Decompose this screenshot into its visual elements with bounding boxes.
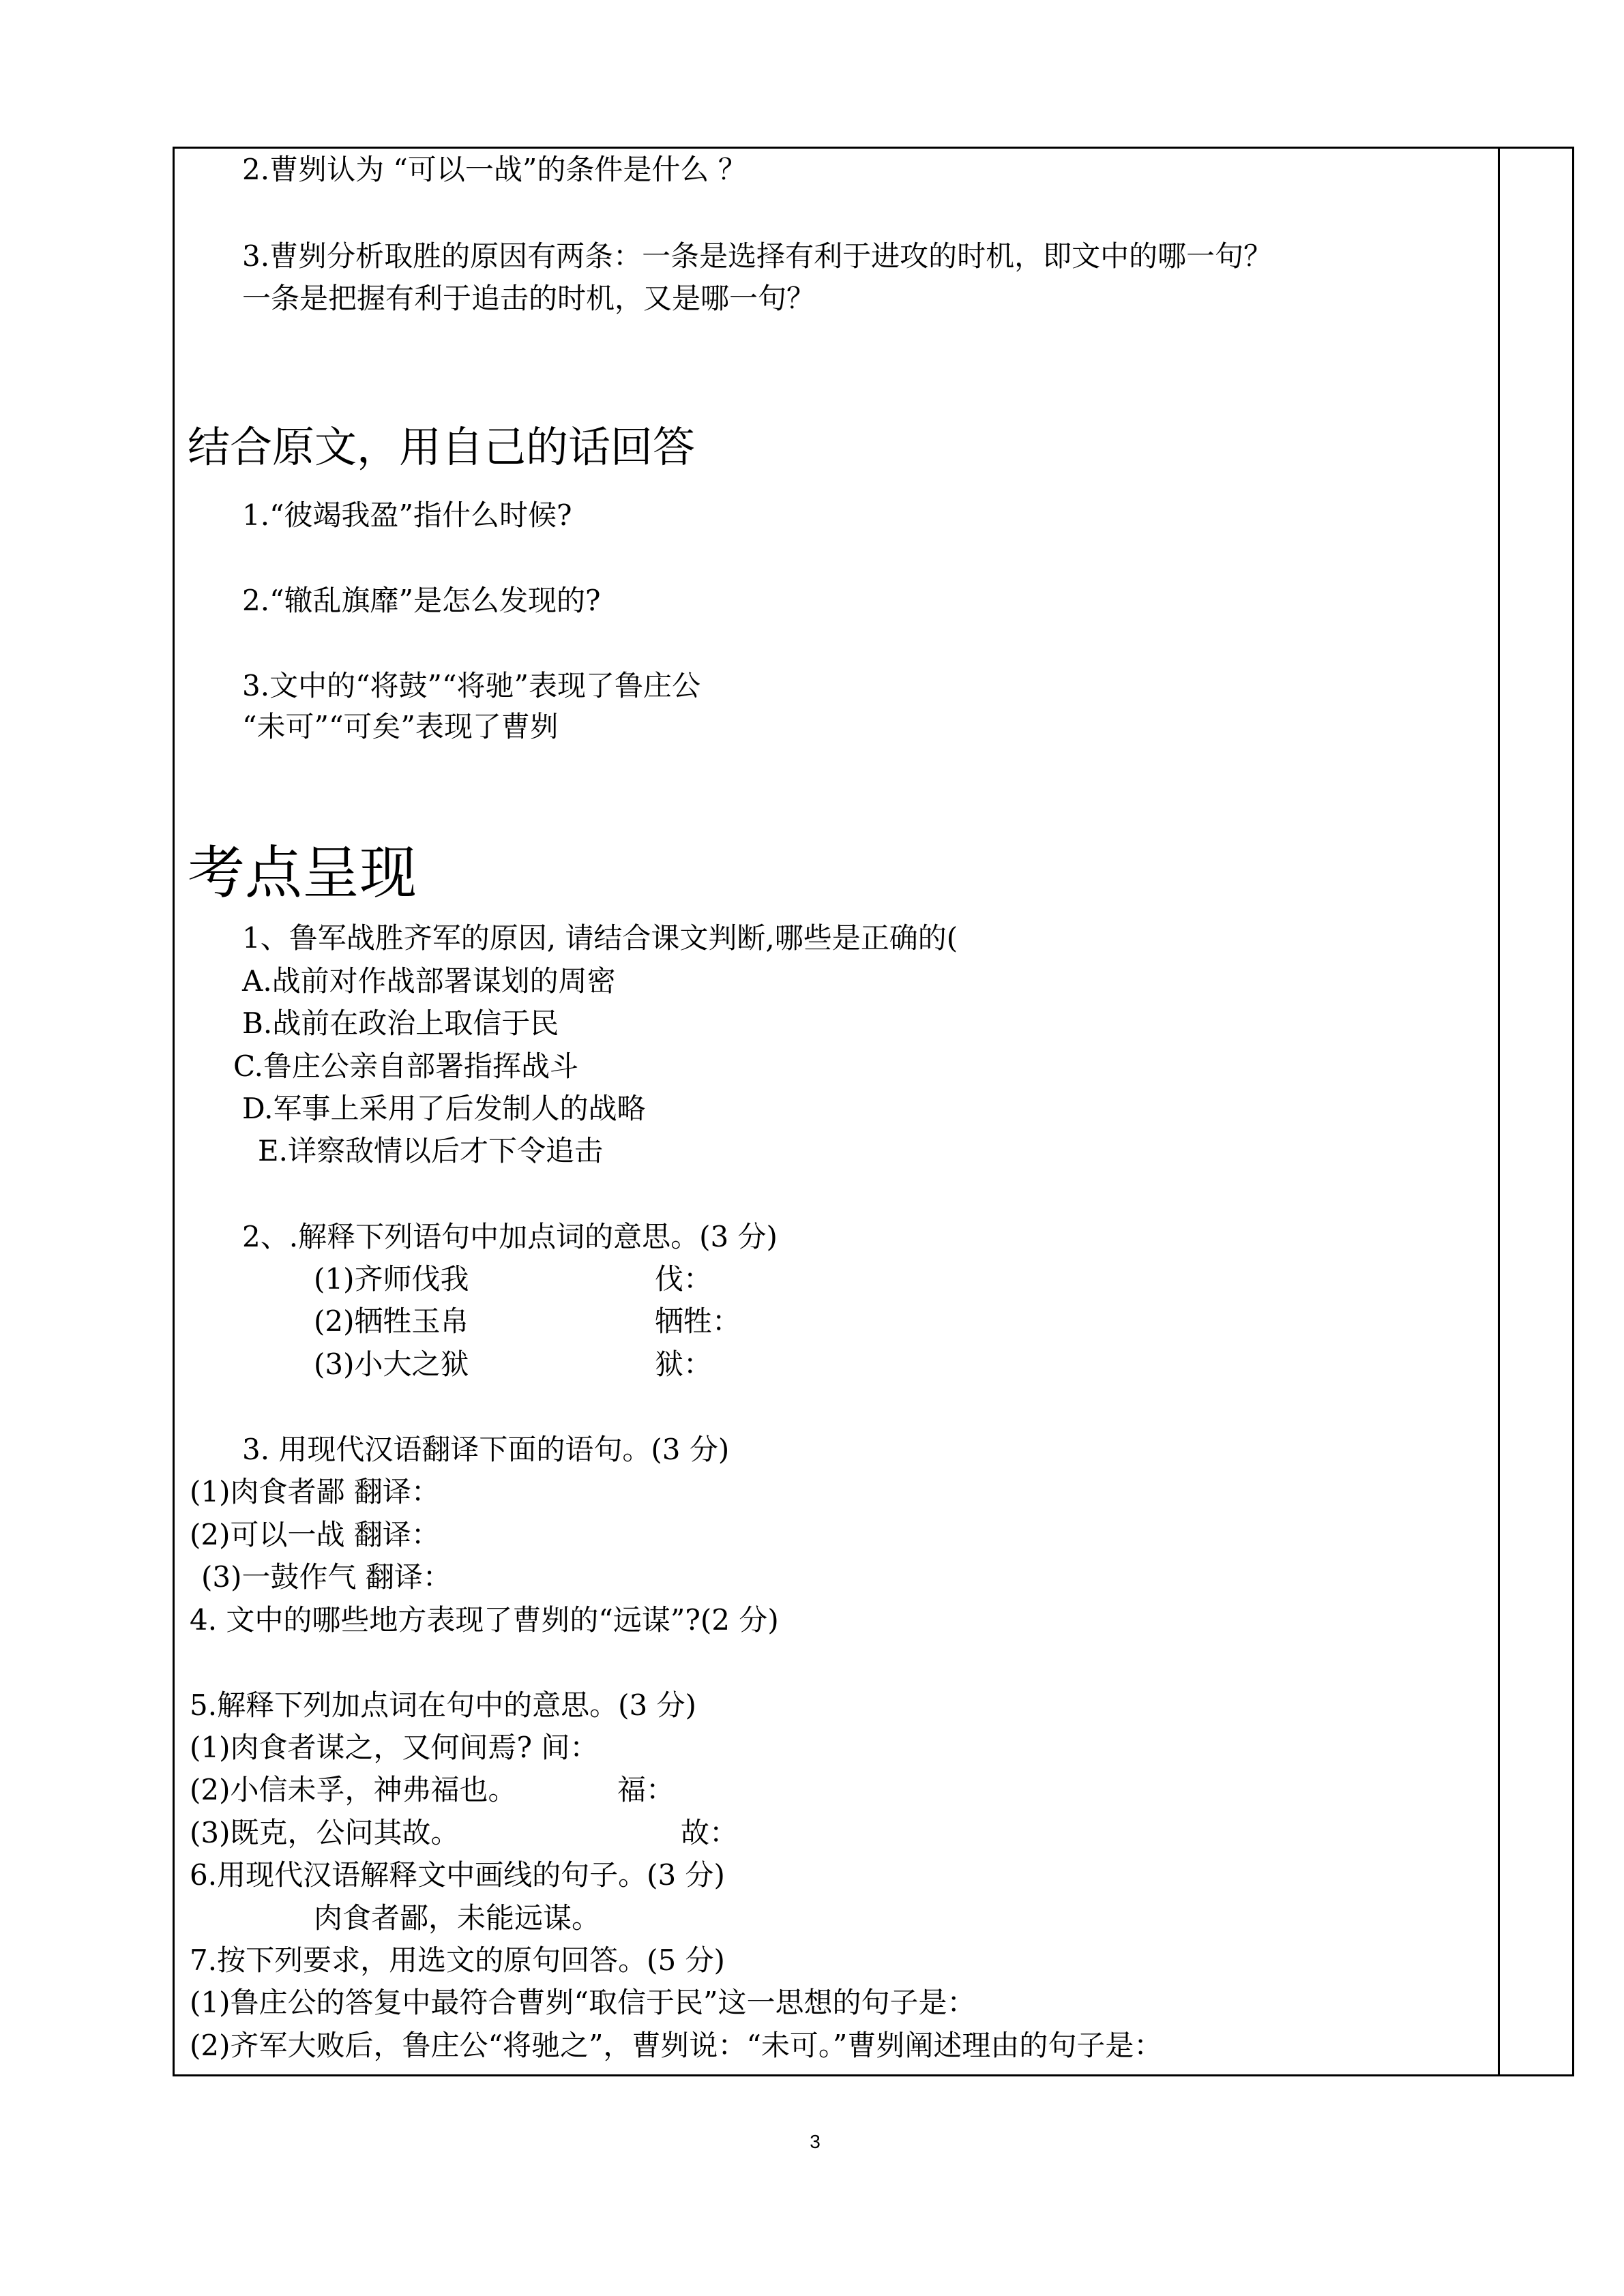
q5-item-1: (1)肉食者谋之，又何间焉? 间： [190, 1731, 599, 1764]
option-d: D.军事上采用了后发制人的战略 [242, 1092, 646, 1125]
exam-question-6: 6.用现代汉语解释文中画线的句子。(3 分) [190, 1858, 725, 1892]
exam-question-5: 5.解释下列加点词在句中的意思。(3 分) [190, 1688, 696, 1722]
question-3-line-2: 一条是把握有利于追击的时机，又是哪一句？ [242, 282, 816, 315]
q2-item-2-sentence: (2)牺牲玉帛 [314, 1304, 469, 1338]
exam-question-7: 7.按下列要求，用选文的原句回答。(5 分) [190, 1943, 725, 1977]
option-c: C.鲁庄公亲自部署指挥战斗 [233, 1049, 578, 1083]
q7-item-1: (1)鲁庄公的答复中最符合曹刿“取信于民”这一思想的句子是： [190, 1986, 976, 2019]
option-b: B.战前在政治上取信于民 [242, 1007, 559, 1040]
answer-question-3-line-1: 3.文中的“将鼓”“将驰”表现了鲁庄公 [242, 669, 700, 702]
answer-question-2: 2.“辙乱旗靡”是怎么发现的? [242, 584, 601, 617]
exam-question-2: 2、.解释下列语句中加点词的意思。(3 分) [242, 1220, 778, 1253]
q2-item-1-word: 伐： [655, 1262, 713, 1296]
q6-sentence: 肉食者鄙，未能远谋。 [314, 1901, 601, 1935]
answer-question-3-line-2: “未可”“可矣”表现了曹刿 [242, 710, 559, 743]
q5-item-2-sentence: (2)小信未孚，神弗福也。 [190, 1773, 517, 1806]
q3-item-3: (3)一鼓作气 翻译： [201, 1560, 452, 1594]
section-heading-answer: 结合原文，用自己的话回答 [188, 422, 696, 472]
question-2: 2.曹刿认为 “可以一战”的条件是什么 ？ [242, 153, 747, 186]
q7-item-2: (2)齐军大败后，鲁庄公“将驰之”，曹刿说：“未可。”曹刿阐述理由的句子是： [190, 2029, 1163, 2062]
page-number: 3 [810, 2131, 821, 2152]
exam-question-1: 1、鲁军战胜齐军的原因, 请结合课文判断,哪些是正确的( [242, 921, 958, 955]
q5-item-3-sentence: (3)既克，公问其故。 [190, 1816, 460, 1849]
q2-item-3-sentence: (3)小大之狱 [314, 1347, 469, 1381]
q2-item-3-word: 狱： [655, 1347, 713, 1381]
q3-item-2: (2)可以一战 翻译： [190, 1518, 440, 1551]
exam-question-3: 3. 用现代汉语翻译下面的语句。(3 分) [242, 1433, 730, 1466]
q2-item-2-word: 牺牲： [655, 1304, 741, 1338]
q5-item-3-word: 故： [681, 1816, 739, 1849]
q3-item-1: (1)肉食者鄙 翻译： [190, 1475, 440, 1508]
answer-question-1: 1.“彼竭我盈”指什么时候? [242, 498, 572, 532]
table-column-divider [1498, 147, 1500, 2076]
exam-question-4: 4. 文中的哪些地方表现了曹刿的“远谋”?(2 分) [190, 1603, 779, 1637]
section-heading-exam-points: 考点呈现 [188, 839, 417, 906]
q2-item-1-sentence: (1)齐师伐我 [314, 1262, 469, 1296]
q5-item-2-word: 福： [617, 1773, 675, 1806]
question-3-line-1: 3.曹刿分析取胜的原因有两条：一条是选择有利于进攻的时机，即文中的哪一句？ [242, 239, 1273, 273]
option-e: E.详察敌情以后才下令追击 [258, 1134, 604, 1167]
option-a: A.战前对作战部署谋划的周密 [242, 964, 616, 998]
